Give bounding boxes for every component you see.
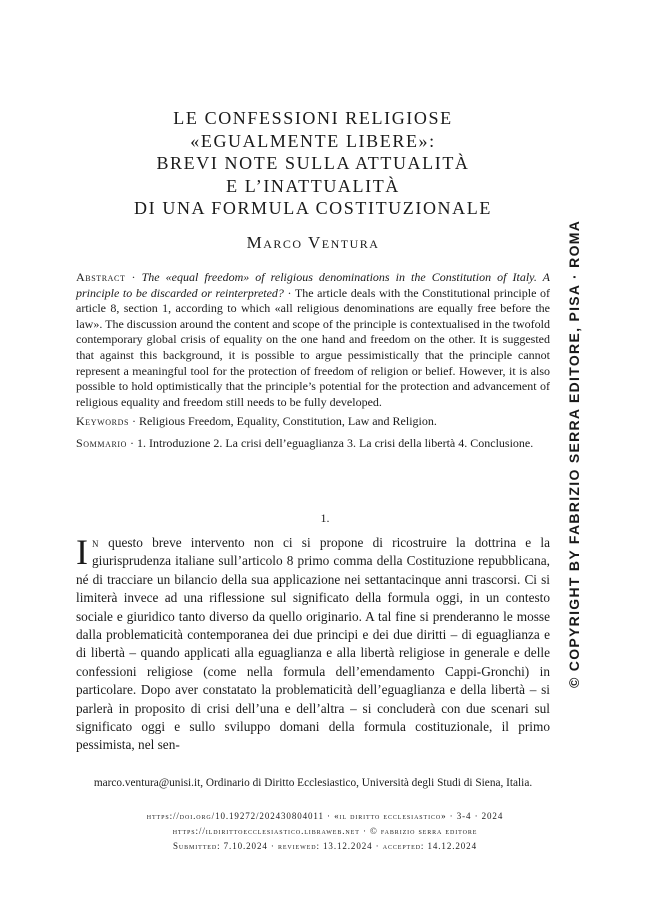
drop-cap: I <box>76 532 88 572</box>
abstract-label: Abstract <box>76 270 126 284</box>
keywords-paragraph <box>76 414 550 430</box>
submission-dates-line: Submitted: 7.10.2024 · reviewed: 13.12.2024 · accepted: 14.12.2024 <box>173 841 477 851</box>
keywords-text: · Religious Freedom, Equality, Constitution, Law and Religion. <box>129 414 437 429</box>
abstract-separator-2: · <box>283 285 295 300</box>
title-line-1: LE CONFESSIONI RELIGIOSE <box>173 108 453 128</box>
keywords-label: Keywords <box>76 414 130 429</box>
title-line-3: BREVI NOTE SULLA ATTUALITÀ <box>156 153 470 173</box>
title-line-4: E L’INATTUALITÀ <box>226 175 400 196</box>
abstract-english-title: The «equal freedom» of religious denominations in the Constitution of Italy. A principle to be discarded or reinterpreted? <box>76 270 551 300</box>
body-paragraph-text: questo breve intervento non ci si propone di ricostruire la dottrina e la giurisprudenza italiane sull’articolo 8 primo comma della Costituzione repubblicana, né di tracciare un bilancio della sua applicazione nei settantacinque anni trascorsi. Ci si limiterà invece ad una riflessione sul significato della formula oggi, in un contesto sociale e giuridico tanto diverso da quello originario. A tal fine si prenderanno le mosse dalla problematicità contemporanea dei due principi e dei due diritti – di eguaglianza e di libertà – quando applicati alla eguaglianza e alla libertà religiose in generale e delle confessioni religiose (come nella formula dell’emendamento Cappi-Gronchi) in particolare. Dopo aver constatato la problematicità dell’eguaglianza e della libertà – si parlerà in proposito di crisi dell’una e dell’altra – si concluderà con due scenari sul significato oggi e sullo sviluppo domani della formula costituzionale, il primo pessimista, nel sen- <box>76 535 550 753</box>
title-line-2: «EGUALMENTE LIBERE»: <box>190 130 436 151</box>
journal-url-line: https://ildirittoecclesiastico.libraweb.net · © fabrizio serra editore <box>172 826 478 836</box>
first-word: n <box>92 535 99 550</box>
copyright-sidebar <box>562 220 586 688</box>
section-number: 1. <box>320 511 330 525</box>
abstract-text: The article deals with the Constitutional principle of article 8, section 1, according to which «all religious denominations are equally free before the law». The discussion around the content and scope of the principle is contextualised in the twofold contemporary global crisis of equality on the one hand and freedom on the other. It is suggested that against this background, it is possible to argue pessimistically that the principle cannot represent a meaningful tool for the protection of freedom of religion or belief. However, it is also possible to hold optimistically that the principle’s potential for the protection and advancement of religious equality and freedom still needs to be fully developed. <box>76 285 550 409</box>
sommario-label: Sommario <box>76 435 128 450</box>
copyright-notice: © COPYRIGHT BY FABRIZIO SERRA EDITORE, PISA · ROMA <box>566 219 582 688</box>
abstract-paragraph <box>76 270 550 410</box>
sommario-text: · 1. Introduzione 2. La crisi dell’eguaglianza 3. La crisi della libertà 4. Conclusione. <box>127 435 534 450</box>
sommario-paragraph <box>76 436 550 452</box>
body-text <box>76 534 550 755</box>
abstract-separator: · <box>125 270 142 284</box>
author-name: Marco Ventura <box>246 232 380 252</box>
author-footnote: marco.ventura@unisi.it, Ordinario di Diritto Ecclesiastico, Università degli Studi di Siena, Italia. <box>93 777 533 789</box>
doi-line: https://doi.org/10.19272/202430804011 · «il diritto ecclesiastico» · 3-4 · 2024 <box>146 811 504 821</box>
body-paragraph <box>76 534 550 755</box>
title-line-5: DI UNA FORMULA COSTITUZIONALE <box>134 198 492 218</box>
abstract-section <box>76 270 550 452</box>
article-title <box>76 107 550 253</box>
